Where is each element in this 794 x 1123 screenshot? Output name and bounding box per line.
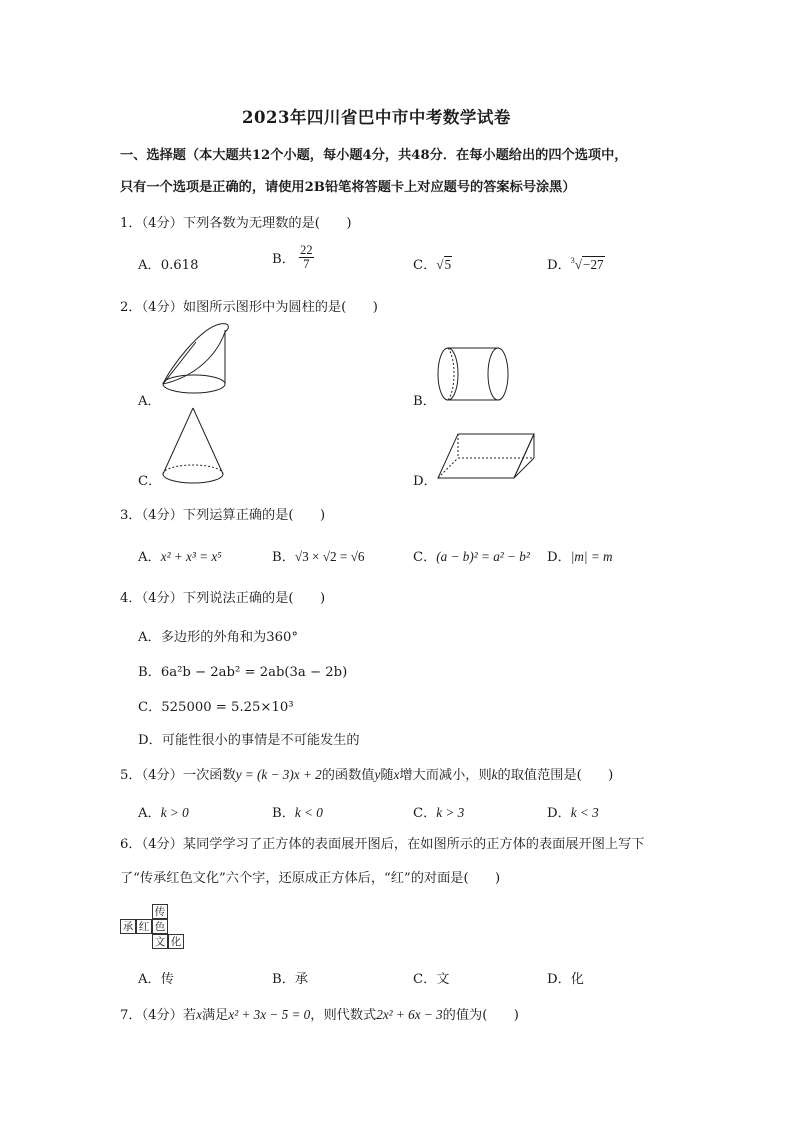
net-cell-se: 色 — [152, 919, 168, 934]
q7-stem-x: x — [196, 1007, 202, 1022]
q5-stem-mid2: 随 — [380, 768, 394, 783]
q3-option-a-math: x² + x³ = x⁵ — [160, 549, 222, 564]
q3-option-b-label: B． — [272, 550, 295, 565]
question-2-stem: 2．（4分）如图所示图形中为圆柱的是( ) — [120, 300, 378, 315]
section-header-line2: 只有一个选项是正确的，请使用2B铅笔将答题卡上对应题号的答案标号涂黑） — [120, 180, 576, 195]
q3-option-a-label: A． — [138, 550, 161, 565]
q2-option-a-label: A． — [138, 394, 161, 409]
radicand: −27 — [583, 257, 604, 272]
q1-option-b — [272, 244, 314, 271]
q1-option-b-fraction — [299, 244, 314, 271]
q5-stem-x: x — [393, 767, 400, 782]
question-6-stem-line2: 了“传承红色文化”六个字，还原成正方体后，“红”的对面是( ) — [120, 871, 501, 886]
q6-option-c: C．文 — [413, 972, 450, 987]
q2-option-d-label: D． — [413, 474, 437, 489]
q5-option-c — [413, 802, 464, 821]
q1-option-b-label: B． — [272, 252, 295, 268]
q7-stem-mid2: ，则代数式 — [310, 1008, 377, 1023]
q3-option-d-label: D． — [547, 550, 571, 565]
q6-option-b: B．承 — [272, 972, 309, 987]
q5-stem-function: y = (k − 3)x + 2 — [235, 767, 322, 782]
q2-option-c-figure — [160, 404, 240, 494]
root-index: 3 — [570, 255, 575, 265]
question-6-stem-line1: 6．（4分）某同学学习了正方体的表面展开图后，在如图所示的正方体的表面展开图上写下 — [120, 837, 645, 852]
q3-option-d-math: |m| = m — [570, 549, 613, 564]
net-cell-hua: 化 — [168, 934, 184, 949]
q5-stem-y: y — [374, 767, 381, 782]
net-cell-hong: 红 — [136, 919, 152, 934]
q1-option-c-label: C． — [413, 258, 437, 273]
q3-option-d — [547, 546, 613, 565]
q5-option-a-math: k > 0 — [160, 805, 189, 820]
net-cell-cheng: 承 — [120, 919, 136, 934]
q5-option-d-label: D． — [547, 806, 571, 821]
q6-option-d: D．化 — [547, 972, 584, 987]
q6-option-a: A．传 — [138, 972, 174, 987]
right-end — [488, 348, 508, 400]
q3-option-c — [413, 546, 530, 565]
q1-option-d-label: D． — [547, 258, 571, 273]
slant-inner-edge — [163, 332, 225, 384]
q5-option-b-math: k < 0 — [294, 805, 323, 820]
question-5-stem — [120, 764, 613, 783]
q1-option-d — [547, 254, 605, 273]
q3-option-b — [272, 546, 364, 565]
q5-option-b — [272, 802, 323, 821]
q1-option-d-cuberoot: √−27 — [574, 257, 604, 272]
cube-net — [120, 904, 190, 954]
q4-option-c: C．525000 = 5.25×10³ — [138, 700, 294, 715]
left-end — [438, 348, 458, 400]
fraction-denominator: 7 — [303, 257, 310, 272]
radicand: 5 — [444, 257, 452, 272]
q2-option-d-figure — [434, 428, 554, 488]
q5-stem-k: k — [491, 767, 498, 782]
q4-option-a: A．多边形的外角和为360° — [138, 630, 298, 645]
net-cell-wen: 文 — [152, 934, 168, 949]
q7-stem-mid: 满足 — [201, 1008, 229, 1023]
q7-stem-expression: 2x² + 6x − 3 — [376, 1007, 443, 1022]
bottom-ellipse — [163, 375, 225, 393]
q1-option-c-sqrt: √5 — [436, 257, 452, 272]
q3-option-a — [138, 546, 222, 565]
q2-option-a-figure — [160, 320, 240, 400]
q5-stem-pre: 5．（4分）一次函数 — [120, 768, 236, 783]
question-7-stem — [120, 1004, 519, 1023]
question-4-stem: 4．（4分）下列说法正确的是( ) — [120, 591, 326, 606]
q5-stem-post: 的取值范围是( ) — [497, 768, 614, 783]
q7-stem-equation: x² + 3x − 5 = 0 — [228, 1007, 311, 1022]
q5-option-a-label: A． — [138, 806, 161, 821]
fraction-numerator: 22 — [300, 243, 313, 257]
question-3-stem: 3．（4分）下列运算正确的是( ) — [120, 508, 326, 523]
left-side — [163, 342, 196, 384]
q5-stem-mid: 的函数值 — [321, 768, 375, 783]
q2-option-c-label: C． — [138, 474, 162, 489]
q3-option-b-math: √3 × √2 = √6 — [294, 549, 365, 564]
q1-option-c — [413, 254, 452, 273]
q4-option-d: D．可能性很小的事情是不可能发生的 — [138, 733, 360, 748]
q5-option-b-label: B． — [272, 806, 295, 821]
q1-option-a: A．0.618 — [138, 258, 199, 273]
net-cell-chuan: 传 — [152, 904, 168, 919]
section-header-line1: 一、选择题（本大题共12个小题，每小题4分，共48分．在每小题给出的四个选项中， — [120, 148, 628, 163]
q4-option-b: B．6a²b − 2ab² = 2ab(3a − 2b) — [138, 665, 348, 680]
q5-option-d-math: k < 3 — [570, 805, 599, 820]
q5-option-d — [547, 802, 599, 821]
q2-option-b-label: B． — [413, 394, 436, 409]
question-1-stem: 1．（4分）下列各数为无理数的是( ) — [120, 216, 352, 231]
q7-stem-pre: 7．（4分）若 — [120, 1008, 197, 1023]
q5-stem-mid3: 增大而减小，则 — [399, 768, 492, 783]
q5-option-a — [138, 802, 189, 821]
q3-option-c-label: C． — [413, 550, 437, 565]
q7-stem-post: 的值为( ) — [442, 1008, 519, 1023]
q5-option-c-math: k > 3 — [436, 805, 465, 820]
q3-option-c-math: (a − b)² = a² − b² — [436, 549, 530, 564]
page-title: 2023年四川省巴中市中考数学试卷 — [242, 108, 511, 127]
q5-option-c-label: C． — [413, 806, 437, 821]
q2-option-b-figure — [434, 346, 514, 406]
